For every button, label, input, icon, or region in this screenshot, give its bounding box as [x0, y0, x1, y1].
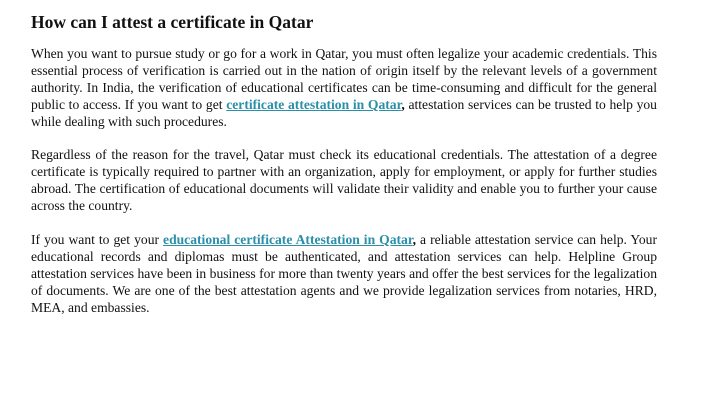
- paragraph-3: [31, 231, 657, 316]
- paragraph-2: Regardless of the reason for the travel, Qatar must check its educational credentials. The attestation of a degree certificate is typically required to partner with an organization, apply for employment, or apply for further studies abroad. The certification of educational documents will validate their validity and enable you to further your cause across the country.: [31, 147, 657, 213]
- page-title: How can I attest a certificate in Qatar: [31, 12, 314, 32]
- certificate-attestation-link[interactable]: certificate attestation in Qatar: [226, 97, 402, 112]
- paragraph-1: [31, 45, 657, 130]
- paragraph-1-comma: ,: [401, 97, 405, 112]
- paragraph-3-comma: ,: [412, 232, 417, 247]
- paragraph-3-text-after-link: a reliable attestation service can help. Your educational records and diplomas must be authenticated, and attestation services can help. Helpline Group attestation services have been in business for more than twenty years and offer the best services for the legalization of documents. We are one of the best attestation agents and we provide legalization services from notaries, HRD, MEA, and embassies.: [31, 232, 658, 315]
- educational-certificate-attestation-link[interactable]: educational certificate Attestation in Qatar: [163, 232, 413, 247]
- paragraph-1-text-before-link: When you want to pursue study or go for a work in Qatar, you must often legalize your academic credentials. This essential process of verification is carried out in the nation of origin itself by the relevant levels of a government authority. In India, the verification of educational certificates can be time-consuming and difficult for the general public to access. If you want to get: [31, 46, 657, 112]
- paragraph-3-text-before-link: If you want to get your: [31, 232, 164, 247]
- paragraph-1-text-after-link: attestation services can be trusted to help you while dealing with such procedures.: [31, 97, 657, 129]
